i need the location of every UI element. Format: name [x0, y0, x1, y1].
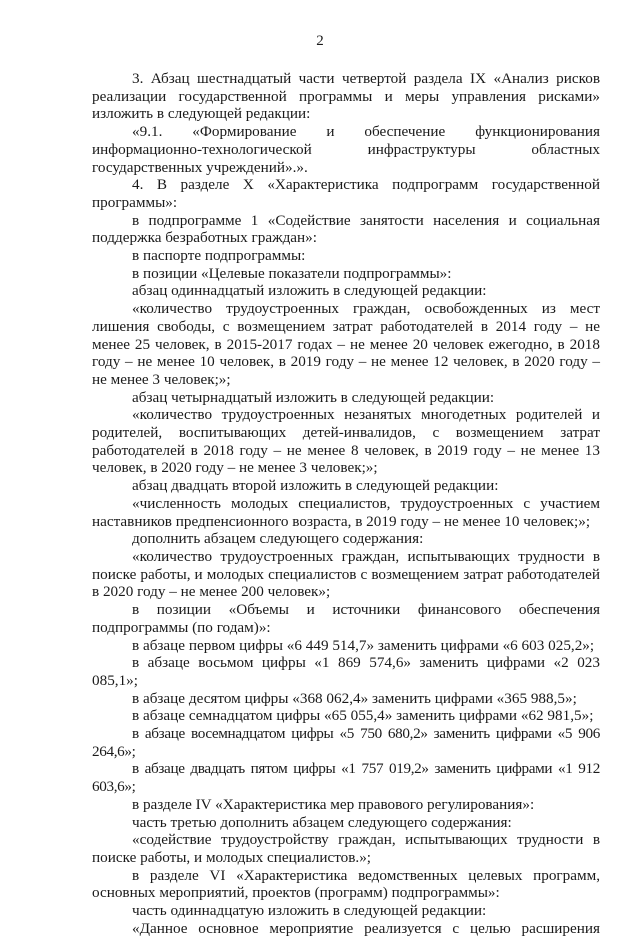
paragraph: «Данное основное мероприятие реализуется с целью расширения — [132, 919, 600, 937]
paragraph: абзац двадцать второй изложить в следующей редакции: — [132, 477, 499, 495]
paragraph: в абзаце первом цифры «6 449 514,7» заменить цифрами «6 603 025,2»; — [132, 636, 595, 654]
paragraph: в позиции «Целевые показатели подпрограммы»: — [132, 264, 452, 282]
paragraph: в разделе VI «Характеристика ведомственных целевых программ, основных мероприятий, проектов (программ) подпрограммы»: — [92, 866, 600, 902]
paragraph: «количество трудоустроенных граждан, испытывающих трудности в поиске работы, и молодых специалистов с возмещением затрат работодателей в 2020 году – не менее 200 человек»; — [92, 547, 600, 601]
paragraph: в подпрограмме 1 «Содействие занятости населения и социальная поддержка безработных граждан»: — [92, 211, 600, 247]
paragraph: часть одиннадцатую изложить в следующей редакции: — [132, 902, 487, 920]
paragraph: в абзаце двадцать пятом цифры «1 757 019,2» заменить цифрами «1 912 603,6»; — [92, 760, 600, 796]
paragraph: дополнить абзацем следующего содержания: — [132, 530, 424, 548]
paragraph: «количество трудоустроенных граждан, освобожденных из мест лишения свободы, с возмещением затрат работодателей в 2014 году – не менее 25 человек, в 2015-2017 годах – не менее 20 человек ежегодно, в 2018 году – не менее 10 человек, в 2019 году – не менее 12 человек, в 2020 году – не менее 3 человек;»; — [92, 300, 600, 388]
paragraph: часть третью дополнить абзацем следующего содержания: — [132, 813, 512, 831]
paragraph: в позиции «Объемы и источники финансового обеспечения подпрограммы (по годам)»: — [92, 601, 600, 636]
paragraph: в абзаце восемнадцатом цифры «5 750 680,2» заменить цифрами «5 906 264,6»; — [92, 725, 600, 760]
paragraph: в паспорте подпрограммы: — [132, 247, 306, 265]
paragraph: «количество трудоустроенных незанятых многодетных родителей и родителей, воспитывающих детей-инвалидов, с возмещением затрат работодателей в 2018 году – не менее 8 человек, в 2019 году – не менее 13 человек, в 2020 году – не менее 3 человек;»; — [92, 406, 600, 477]
paragraph: «содействие трудоустройству граждан, испытывающих трудности в поиске работы, и молодых специалистов.»; — [92, 831, 600, 866]
paragraph: 3. Абзац шестнадцатый части четвертой раздела IX «Анализ рисков реализации государственной программы и меры управления рисками» изложить в следующей редакции: — [92, 70, 600, 123]
paragraph: «численность молодых специалистов, трудоустроенных с участием наставников предпенсионного возраста, в 2019 году – не менее 10 человек;»; — [92, 494, 600, 530]
paragraph: в абзаце семнадцатом цифры «65 055,4» заменить цифрами «62 981,5»; — [132, 707, 594, 725]
paragraph: абзац одиннадцатый изложить в следующей редакции: — [132, 282, 487, 300]
paragraph: в абзаце десятом цифры «368 062,4» заменить цифрами «365 988,5»; — [132, 689, 577, 707]
page-number: 2 — [316, 33, 324, 49]
document-body — [92, 70, 600, 937]
paragraph: в абзаце восьмом цифры «1 869 574,6» заменить цифрами «2 023 085,1»; — [92, 654, 600, 689]
paragraph: «9.1. «Формирование и обеспечение функционирования информационно-технологической инфраструктуры областных государственных учреждений».». — [92, 123, 600, 176]
paragraph: в разделе IV «Характеристика мер правового регулирования»: — [132, 795, 535, 813]
paragraph: абзац четырнадцатый изложить в следующей редакции: — [132, 388, 495, 406]
paragraph: 4. В разделе X «Характеристика подпрограмм государственной программы»: — [92, 176, 600, 211]
